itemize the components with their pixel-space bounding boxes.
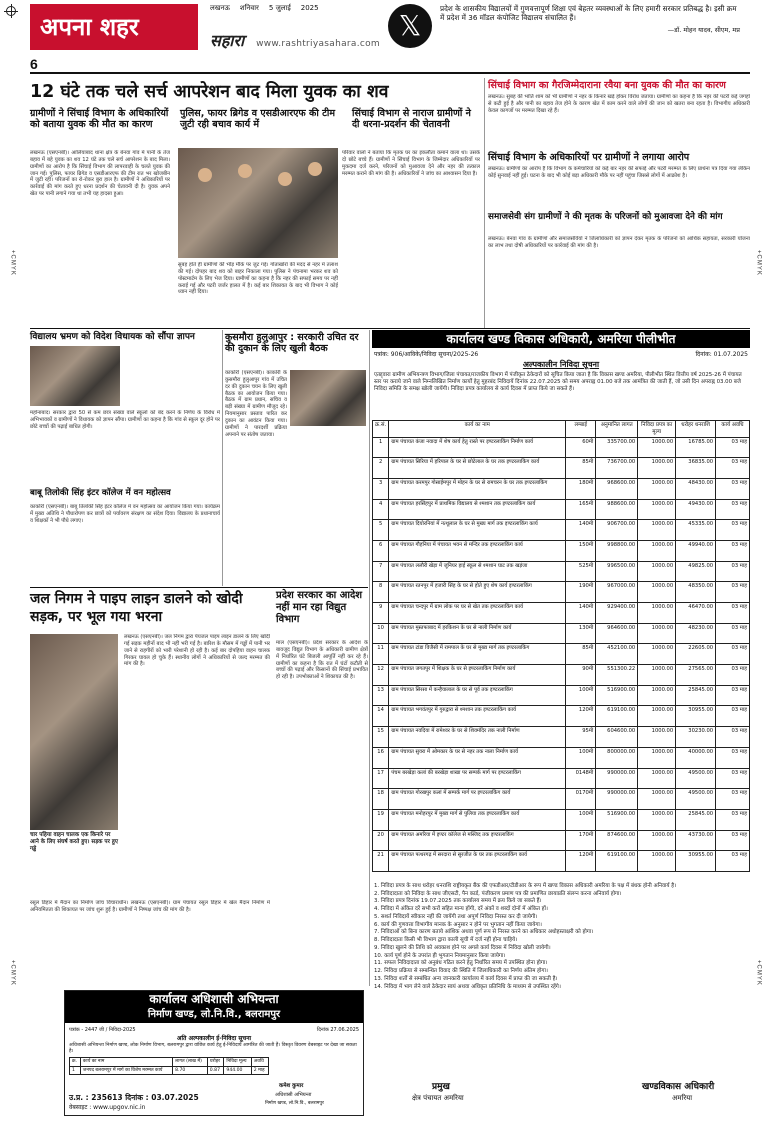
pwd-ad-column-header: धरोहर (207, 1058, 224, 1067)
table-cell: 140मी (566, 603, 596, 624)
table-cell: 45335.00 (676, 520, 716, 541)
pwd-ad-column-header: लागत (लाख में) (173, 1058, 208, 1067)
table-cell: 1000.00 (638, 768, 676, 789)
table-cell: ग्राम पंचायत नवदिया में रामेश्वर के घर से शिवमंदिर तक नाली निर्माण (389, 727, 566, 748)
table-cell: 03 माह (716, 437, 750, 458)
table-cell: ग्राम पंचायत भगवंतपुर में गुरुद्वारा से श्मशान तक इण्टरलाकिंग कार्य (389, 706, 566, 727)
table-cell: 03 माह (716, 478, 750, 499)
table-cell: 03 माह (716, 747, 750, 768)
table-cell: 1000.00 (638, 706, 676, 727)
table-cell: 619100.00 (596, 851, 638, 872)
table-cell: 25845.00 (676, 809, 716, 830)
table-cell: ग्राम पंचायत चन्दपुर में ग्राम लोक पर घर से खेत तक इण्टरलाकिंग कार्य (389, 603, 566, 624)
table-cell: 03 माह (716, 851, 750, 872)
table-cell: 1000.00 (638, 520, 676, 541)
table-cell: 03 माह (716, 727, 750, 748)
table-cell: 190मी (566, 582, 596, 603)
table-cell: 36835.00 (676, 458, 716, 479)
table-cell: 1000.00 (638, 644, 676, 665)
table-cell: 170मी (566, 830, 596, 851)
table-cell: 03 माह (716, 520, 750, 541)
table-cell: पंचम बरखेड़ा कलां की बरखेड़ा शाखा पर सम्पर्क मार्ग पर इण्टरलाकिंग (389, 768, 566, 789)
table-cell: 0148मी (566, 768, 596, 789)
table-cell: 1000.00 (638, 747, 676, 768)
dateline-year: 2025 (300, 4, 319, 12)
table-row (373, 727, 750, 748)
table-cell: 990000.00 (596, 768, 638, 789)
right-headline-2: सिंचाई विभाग के अधिकारियों पर ग्रामीणों ने लगाया आरोप (488, 152, 690, 163)
right-body-3: लखनऊ। बेनवा गांव के ग्रामीणों और समाजसेवियों ने जिलाधिकारी को ज्ञापन देकर मृतक के परिजनों को आर्थिक सहायता, सरकारी योजना का लाभ तथा दोषी अधिकारियों पर कार्रवाई की मांग की है। (488, 236, 750, 249)
jal-headline: जल निगम ने पाइप लाइन डालने को खोदी सड़क, पर भूल गया भरना (30, 591, 243, 625)
kusumhra-photo (290, 370, 366, 426)
table-row (373, 789, 750, 810)
pwd-ad-header (65, 991, 363, 1023)
table-cell: 03 माह (716, 809, 750, 830)
pwd-ad-column-header: कार्य का नाम (80, 1058, 172, 1067)
table-cell: 100मी (566, 685, 596, 706)
table-cell: 25845.00 (676, 685, 716, 706)
table-cell: ग्राम पंचायत हरसिंहपुर में प्राथमिक विद्यालय से श्मशान तक इण्टरलाकिंग कार्य (389, 499, 566, 520)
table-cell: 03 माह (716, 603, 750, 624)
section-brand: अपना शहर (30, 4, 198, 50)
table-row (373, 768, 750, 789)
table-row (373, 706, 750, 727)
x-logo-icon: 𝕏 (388, 4, 432, 48)
pwd-ad-date: दिनांक 27.06.2025 (316, 1027, 359, 1033)
table-cell: 1000.00 (638, 789, 676, 810)
paper-logo: सहारा (210, 30, 245, 50)
table-row (373, 747, 750, 768)
tender-condition: 10. कार्य पूर्ण होने के उपरांत ही भुगतान नियमानुसार किया जायेगा। (374, 952, 506, 959)
table-cell: 929400.00 (596, 603, 638, 624)
table-cell: ग्राम पंचायत करमपुर गोसाईमपुर में मोहन के घर से रामचरन के घर तक इण्टरलाकिंग (389, 478, 566, 499)
table-cell: 20 (373, 830, 389, 851)
table-cell: 49500.00 (676, 789, 716, 810)
table-cell: 40000.00 (676, 747, 716, 768)
table-cell: 49825.00 (676, 561, 716, 582)
table-cell: 8 (373, 582, 389, 603)
table-row (373, 437, 750, 458)
table-cell: 1000.00 (638, 458, 676, 479)
table-cell: 180मी (566, 478, 596, 499)
table-cell: 0.87 (207, 1066, 224, 1075)
tender-column-header: कार्य का नाम (389, 421, 566, 438)
table-cell: 1000.00 (638, 499, 676, 520)
table-cell: 874600.00 (596, 830, 638, 851)
table-cell: 0170मी (566, 789, 596, 810)
tender-condition: 11. सफल निविदादाता को अनुबंध गठित करने हेतु निर्धारित समय में उपस्थित होना होगा। (374, 960, 548, 967)
table-cell: 516900.00 (596, 685, 638, 706)
table-cell: 03 माह (716, 706, 750, 727)
table-cell: 4 (373, 499, 389, 520)
table-cell: 03 माह (716, 830, 750, 851)
table-cell: 1000.00 (638, 665, 676, 686)
section-rule (30, 328, 750, 329)
table-cell: 619100.00 (596, 706, 638, 727)
vidhayak-photo (30, 346, 120, 406)
table-cell: ग्राम पंचायत गोरखपुर कलां में सम्पर्क मार्ग पर इण्टरलाकिंग कार्य (389, 789, 566, 810)
table-cell: 85मी (566, 458, 596, 479)
table-row (373, 603, 750, 624)
table-cell: 120मी (566, 706, 596, 727)
table-cell: 16 (373, 747, 389, 768)
sign-right-2: अमरिया (672, 1094, 693, 1102)
cmyk-mark: +CMYK (9, 250, 16, 276)
table-cell: ग्राम पंचायत दियोरनियां में नत्थूलाल के घर से मुख्य मार्ग तक इण्टरलाकिंग कार्य (389, 520, 566, 541)
column-divider (484, 78, 485, 328)
table-cell: 03 माह (716, 623, 750, 644)
table-cell: 100मी (566, 809, 596, 830)
table-cell: 03 माह (716, 561, 750, 582)
table-cell: 49940.00 (676, 540, 716, 561)
masthead-rule (30, 72, 750, 74)
table-cell: 48430.00 (676, 478, 716, 499)
pwd-ad-subtitle: अति अल्पकालीन ई-निविदा सूचना (176, 1035, 252, 1042)
table-cell: 525मी (566, 561, 596, 582)
pwd-ad-footer: उ.प्र. : 235613 दिनांक : 03.07.2025 (69, 1093, 199, 1102)
table-cell: 43730.00 (676, 830, 716, 851)
tender-table-header (373, 421, 750, 438)
table-cell: 967000.00 (596, 582, 638, 603)
table-row (373, 582, 750, 603)
table-cell: 03 माह (716, 540, 750, 561)
tender-column-header: लम्बाई (566, 421, 596, 438)
vidhayak-headline: विद्यालय भ्रमण को विदेश विधायक को सौंपा ज्ञापन (30, 332, 195, 342)
table-cell: 16785.00 (676, 437, 716, 458)
table-cell: ग्राम पंचायत सिरसा में कन्हैयालाल के घर से पूर्व तक इण्टरलाकिंग (389, 685, 566, 706)
table-cell: 3 (373, 478, 389, 499)
table-cell: 100मी (566, 747, 596, 768)
tender-condition: 5. सशर्त निविदायें स्वीकार नहीं की जायेंगी तथा अपूर्ण निविदा निरस्त कर दी जायेगी। (374, 913, 538, 920)
table-cell: 1000.00 (638, 582, 676, 603)
table-row (373, 665, 750, 686)
pradesh-headline: प्रदेश सरकार का आदेश नहीं मान रहा विद्युत विभाग (276, 590, 363, 625)
table-cell: 1000.00 (638, 685, 676, 706)
table-cell: ग्राम पंचायत कंजा नवादा में शेष कार्य हेतु रास्ते पर इण्टरलाकिंग निर्माण कार्य (389, 437, 566, 458)
table-cell: 10 (373, 623, 389, 644)
section-rule (30, 587, 368, 588)
tender-notice (372, 330, 750, 1110)
table-cell: 1000.00 (638, 540, 676, 561)
main-body-3: परिवार वालों ने बताया कि मृतक घर का इकलौता कमाने वाला था। उसके दो छोटे बच्चे हैं। ग्रामीणों ने सिंचाई विभाग के जिम्मेदार अधिकारियों पर मुकदमा दर्ज करने, परिजनों को मुआवजा देने और नहर की तत्काल मरम्मत कराने की मांग की है। अधिकारियों ने जांच का आश्वासन दिया है। (342, 150, 480, 177)
table-cell: 1000.00 (638, 561, 676, 582)
tender-column-header: निविदा प्रपत्र का मूल्य (638, 421, 676, 438)
table-cell: 998800.00 (596, 540, 638, 561)
tender-table (372, 420, 750, 872)
pwd-ad-column-header: अवधि (251, 1058, 268, 1067)
table-cell: 48230.00 (676, 623, 716, 644)
table-cell: 03 माह (716, 665, 750, 686)
table-row (373, 520, 750, 541)
dateline-city: लखनऊ (210, 4, 230, 12)
pwd-ad-column-header: निविदा मूल्य (224, 1058, 251, 1067)
tender-condition: 7. निविदाओं को बिना कारण बताये आंशिक अथवा पूर्ण रूप से निरस्त करने का अधिकार अधोहस्ताक्षरी को होगा। (374, 929, 594, 936)
table-cell: 140मी (566, 520, 596, 541)
cmyk-mark: +CMYK (9, 960, 16, 986)
pwd-ad-table-row (70, 1066, 269, 1075)
table-cell: 46470.00 (676, 603, 716, 624)
rasool-body: रसूल डिहार में मैदान का निर्माण जांच विचाराधीन। लखनऊ (एसएनबी)। ग्राम पंचायत रसूल डिहार में खेल मैदान निर्माण में अनियमितता की शिकायत पर जांच शुरू हुई है। ग्रामीणों ने निष्पक्ष जांच की मांग की है। (30, 900, 270, 913)
pwd-ad-table (69, 1057, 269, 1075)
table-cell: ग्राम पंचायत मुस्तफाबाद में हरकिशन के घर से नाली निर्माण कार्य (389, 623, 566, 644)
table-cell: 1000.00 (638, 478, 676, 499)
table-cell: 03 माह (716, 789, 750, 810)
tender-condition: 13. निविदा शर्तों से सम्बंधित अन्य जानकारी कार्यालय में कार्य दिवस में प्राप्त की जा सकती है। (374, 975, 558, 982)
table-cell: 906700.00 (596, 520, 638, 541)
tender-condition: 1. निविदा प्रपत्र के साथ धरोहर धनराशि राष्ट्रीयकृत बैंक की एफडीआर/टीडीआर के रूप में खण्ड विकास अधिकारी अमरिया के पक्ष में बंधक होनी अनिवार्य है। (374, 883, 677, 889)
table-cell: ग्राम पंचायत रतनपुर में हजारी सिंह के घर से होते हुए शेष कार्य इण्टरलाकिंग (389, 582, 566, 603)
table-cell: 03 माह (716, 499, 750, 520)
tender-ref: पत्रांक: 906/आविके/निविदा सूचना/2025-26 (374, 351, 479, 358)
table-cell: 1000.00 (638, 830, 676, 851)
tender-date: दिनांक: 01.07.2025 (695, 351, 748, 358)
tender-intro: एतद्द्वारा ग्रामीण अभियन्त्रण विभाग/जिला पंचायत/राजकीय विभाग में पंजीकृत ठेकेदारों को सूचित किया जाता है कि विकास खण्ड अमरिया, पीलीभीत स्थित वित्तीय वर्ष 2025-26 में पंचायत स्तर पर कराये जाने वाले निम्नलिखित निर्माण कार्यों हेतु मुहरबंद निविदायें दिनांक 22.07.2025 को समय अपराह्न 01.00 बजे तक आमंत्रित की जाती हैं, जो उसी दिन अपराह्न 03.00 बजे निविदा समिति के समक्ष खोली जायेंगी। निविदा प्रपत्र कार्यालय से कार्य दिवस में प्राप्त किये जा सकते हैं। (374, 372, 742, 393)
table-row (373, 851, 750, 872)
vidhayak-body: महोनाबाद। सरकार द्वारा 50 से कम छात्र संख्या वाले स्कूलों को बंद करने के निर्णय के विरोध में अभिभावकों व ग्रामीणों ने विधायक को ज्ञापन सौंपा। ग्रामीणों का कहना है कि गांव से स्कूल दूर होने पर छोटे बच्चों की पढ़ाई बाधित होगी। (30, 410, 220, 430)
page-number: 6 (30, 56, 38, 72)
babu-headline: बाबू तिलोकी सिंह इंटर कॉलेज में वन महोत्सव (30, 488, 171, 498)
main-headline: 12 घंटे तक चले सर्च आपरेशन बाद मिला युवक का शव (30, 82, 389, 102)
table-cell: 2 माह (251, 1066, 268, 1075)
table-cell: ग्राम पंचायत अमरिया में इण्टर कॉलेज से मस्जिद तक इण्टरलाकिंग (389, 830, 566, 851)
table-cell: 944.00 (224, 1066, 251, 1075)
table-row (373, 830, 750, 851)
table-row (373, 458, 750, 479)
table-cell: ग्राम पंचायत जगतपुर में शिक्षक के घर से इण्टरलाकिंग निर्माण कार्य (389, 665, 566, 686)
table-cell: 30955.00 (676, 851, 716, 872)
table-cell: 335700.00 (596, 437, 638, 458)
pwd-ad-table-header (70, 1058, 269, 1067)
table-cell: 1000.00 (638, 603, 676, 624)
table-cell: ग्राम पंचायत सिरिया में हरिपाल के घर से छोटेलाल के घर तक इण्टरलाकिंग कार्य (389, 458, 566, 479)
pwd-ad-sign: कमेश कुमार (279, 1083, 304, 1089)
table-cell: 800000.00 (596, 747, 638, 768)
table-row (373, 685, 750, 706)
pwd-ad-sign-2: अधिशासी अभियन्ता (275, 1092, 312, 1098)
table-cell: 516900.00 (596, 809, 638, 830)
table-cell: 604600.00 (596, 727, 638, 748)
table-cell: 2 (373, 458, 389, 479)
table-cell: 551300.22 (596, 665, 638, 686)
table-cell: ग्राम पंचायत ललौरी खेड़ा में जूनियर हाई स्कूल से श्मशान घाट तक खड़ंजा (389, 561, 566, 582)
table-cell: जनपद बलरामपुर में मार्ग का विशेष मरम्मत कार्य (80, 1066, 172, 1075)
table-cell: 12 (373, 665, 389, 686)
table-cell: 1000.00 (638, 437, 676, 458)
table-cell: 968600.00 (596, 478, 638, 499)
tender-condition: 9. निविदा खुलने की तिथि को अवकाश होने पर अगले कार्य दिवस में निविदा खोली जायेगी। (374, 944, 551, 951)
quote-attribution: —डॉ. मोहन यादव, सीएम, मप्र (667, 25, 740, 34)
tender-subtitle: अल्पकालीन निविदा सूचना (522, 360, 600, 369)
table-cell: 1 (70, 1066, 81, 1075)
table-cell: 49430.00 (676, 499, 716, 520)
main-body-2: सुबह होते ही ग्रामीणों की भीड़ मौके पर जुट गई। गोताखोरों की मदद से नहर में तलाश की गई। दोपहर बाद शव को बाहर निकाला गया। पुलिस ने पंचनामा भरकर शव को पोस्टमार्टम के लिए भेज दिया। ग्रामीणों का कहना है कि नहर की सफाई समय पर नहीं कराई गई और पटरी जर्जर हालत में है। कई बार शिकायत के बाद भी विभाग ने कोई ध्यान नहीं दिया। (178, 262, 338, 296)
table-row (373, 623, 750, 644)
table-cell: 03 माह (716, 582, 750, 603)
sign-right: खण्डविकास अधिकारी (642, 1082, 715, 1092)
pwd-ad-title-2: निर्माण खण्ड, लो.नि.वि., बलरामपुर (147, 1009, 281, 1020)
table-cell: 14 (373, 706, 389, 727)
tender-condition: 4. निविदा में अंकित दरें सभी करों सहित मान्य होंगी, दरें अंकों व शब्दों दोनों में अंकित हों। (374, 906, 548, 913)
pwd-ad (64, 990, 364, 1116)
table-cell: 130मी (566, 623, 596, 644)
table-cell: ग्राम पंचायत गौहनिया में पंचायत भवन से मन्दिर तक इण्टरलाकिंग कार्य (389, 540, 566, 561)
pwd-ad-column-header: क्र. (70, 1058, 81, 1067)
table-cell: 964600.00 (596, 623, 638, 644)
tender-condition: 2. निविदादाता को निविदा के साथ जीएसटी, पैन कार्ड, पंजीकरण प्रमाण पत्र की प्रमाणित छायाप्रति संलग्न करना अनिवार्य होगा। (374, 890, 622, 897)
table-cell: 1000.00 (638, 623, 676, 644)
right-body: लखनऊ। सुबह की भांति शाम को भी ग्रामीणों ने नहर के किनारे खड़े होकर विरोध जताया। ग्रामीणों का कहना है कि नहर की पटरी कई जगहों से कटी हुई है और पानी का बहाव तेज होने के कारण खेत में काम करने वाले लोगों की जान को खतरा बना रहता है। विभागीय अधिकारी केवल कागजों पर मरम्मत दिखा रहे हैं। (488, 94, 750, 114)
jal-caption: चार पहिया वाहन चालक एक किनारे पर आने के लिए संघर्ष करते हुए। सड़क पर हुए गड्ढे (30, 832, 118, 852)
table-cell: ग्राम पंचायत टांडा विजैसी में रामपाल के घर से मुख्य मार्ग तक इण्टरलाकिंग (389, 644, 566, 665)
website-url[interactable]: www.rashtriyasahara.com (256, 38, 380, 49)
right-headline: सिंचाई विभाग का गैरजिम्मेदाराना रवैया बना युवक की मौत का कारण (488, 80, 726, 91)
table-cell: 27565.00 (676, 665, 716, 686)
table-row (373, 478, 750, 499)
table-cell: 1 (373, 437, 389, 458)
pradesh-body: माल (एसएनबी)। प्रदेश सरकार के आदेश के बावजूद विद्युत विभाग के अधिकारी ग्रामीण क्षेत्रों में निर्धारित घंटे बिजली आपूर्ति नहीं कर रहे हैं। ग्रामीणों का कहना है कि रात में घंटों कटौती से बच्चों की पढ़ाई और किसानों की सिंचाई प्रभावित हो रही है। उपभोक्ताओं ने शिकायत की है। (276, 640, 368, 681)
kusumhra-body: काकोरी (एसएनबी)। काकोरी के कुसमौरा हुलुआपुर गांव में उचित दर की दुकान चयन के लिए खुली बैठक का आयोजन किया गया। बैठक में ग्राम प्रधान, सचिव व बड़ी संख्या में ग्रामीण मौजूद रहे। नियमानुसार प्रस्ताव पारित कर दुकान का आवंटन किया गया। ग्रामीणों ने पारदर्शी प्रक्रिया अपनाने पर संतोष जताया। (225, 370, 287, 438)
table-cell: 17 (373, 768, 389, 789)
tender-column-header: कार्य अवधि (716, 421, 750, 438)
table-cell: 22605.00 (676, 644, 716, 665)
tender-table-body (373, 437, 750, 871)
table-row (373, 644, 750, 665)
table-cell: 18 (373, 789, 389, 810)
table-cell: 1000.00 (638, 727, 676, 748)
pwd-ad-ref: पत्रांक - 2447 जी / निविदा-2025 (69, 1027, 136, 1033)
pwd-ad-body: अधिशासी अभियन्ता निर्माण खण्ड, लोक निर्माण विभाग, बलरामपुर द्वारा वांछित कार्य हेतु ई-निविदायें आमंत्रित की जाती हैं। विस्तृत विवरण वेबसाइट पर देखा जा सकता है। (69, 1043, 357, 1055)
table-cell: ग्राम पंचायत मनोहरपुर में मुख्य मार्ग से पुलिया तक इण्टरलाकिंग कार्य (389, 809, 566, 830)
babu-body: काकोरी (एसएनबी)। बाबू तिलोकी सिंह इंटर कॉलेज में वन महोत्सव का आयोजन किया गया। कार्यक्रम में मुख्य अतिथि ने पौधारोपण कर छात्रों को पर्यावरण संरक्षण का संदेश दिया। विद्यालय के प्रधानाचार्य व शिक्षकों ने भी पौधे लगाए। (30, 504, 220, 524)
tender-condition: 12. निविदा प्रक्रिया से सम्बन्धित विवाद की स्थिति में जिलाधिकारी का निर्णय अंतिम होगा। (374, 968, 548, 975)
tender-column-header: अनुमानित लागत (596, 421, 638, 438)
tender-conditions (374, 883, 748, 991)
table-cell: 03 माह (716, 768, 750, 789)
table-row (373, 561, 750, 582)
tender-condition: 14. निविदा में भाग लेने वाले ठेकेदार स्वयं अथवा अधिकृत प्रतिनिधि के माध्यम से उपस्थित रहेंगे। (374, 983, 561, 990)
table-cell: 150मी (566, 540, 596, 561)
table-cell: 49500.00 (676, 768, 716, 789)
table-cell: 9 (373, 603, 389, 624)
table-cell: 90मी (566, 665, 596, 686)
table-cell: 48350.00 (676, 582, 716, 603)
table-cell: 1000.00 (638, 809, 676, 830)
jal-photo (30, 634, 118, 830)
jal-body: लखनऊ (एसएनबी)। जल निगम द्वारा पेयजल पाइप लाइन डालने के लिए खोदी गई सड़क महीनों बाद भी नहीं भरी गई है। बारिश के मौसम में गड्ढों में पानी भर जाने से राहगीरों को भारी परेशानी हो रही है। कई बार दोपहिया वाहन चालक गिरकर घायल हो चुके हैं। स्थानीय लोगों ने अधिकारियों से जल्द मरम्मत की मांग की है। (124, 634, 270, 668)
tender-column-header: धरोहर धनराशि (676, 421, 716, 438)
table-cell: ग्राम पंचायत सुवरा में ओमकार के घर से नहर तक नाला निर्माण कार्य (389, 747, 566, 768)
pwd-ad-title: कार्यालय अधिशासी अभियन्ता (149, 992, 279, 1006)
tender-column-header: क्र.सं. (373, 421, 389, 438)
table-cell: ग्राम पंचायत पत्थरगढ़ में सरदारा से सुरजीत के घर तक इण्टरलाकिंग कार्य (389, 851, 566, 872)
cmyk-mark: +CMYK (755, 250, 762, 276)
table-row (373, 809, 750, 830)
table-cell: 996500.00 (596, 561, 638, 582)
main-body-1: लखनऊ (एसएनबी)। आलियाबाद थाना क्षेत्र के बेनवा गांव में पानी के तेज बहाव में बहे युवक का शव 12 घंटे तक चले सर्च आपरेशन के बाद मिला। ग्रामीणों का आरोप है कि सिंचाई विभाग की लापरवाही के चलते युवक की जान गई। पुलिस, फायर ब्रिगेड व एसडीआरएफ की टीम रात भर खोजबीन में जुटी रही। परिजनों का रो-रोकर बुरा हाल है। ग्रामीणों ने अधिकारियों पर कार्रवाई की मांग करते हुए धरना प्रदर्शन की चेतावनी दी है। युवक अपने खेत पर पानी लगाने गया था तभी यह हादसा हुआ। (30, 150, 170, 198)
table-cell: 988600.00 (596, 499, 638, 520)
table-cell: 165मी (566, 499, 596, 520)
tender-condition: 3. निविदा प्रपत्र दिनांक 19.07.2025 तक कार्यालय समय में क्रय किये जा सकते हैं। (374, 898, 542, 905)
column-divider (222, 330, 223, 586)
dateline-date: 5 जुलाई (268, 4, 291, 12)
sign-left-2: क्षेत्र पंचायत अमरिया (412, 1094, 464, 1102)
tender-title: कार्यालय खण्ड विकास अधिकारी, अमरिया पीलीभीत (372, 330, 750, 348)
table-cell: 736700.00 (596, 458, 638, 479)
tender-condition: 8. निविदादाता किसी भी विभाग द्वारा काली सूची में दर्ज नहीं होना चाहिये। (374, 937, 518, 944)
table-cell: 7 (373, 561, 389, 582)
quote-text: प्रदेश के शासकीय विद्यालयों में गुणवत्तापूर्ण शिक्षा एवं बेहतर व्यवस्थाओं के लिए हमारी सरकार प्रतिबद्ध है। इसी क्रम में प्रदेश में 36 मॉडल कंपोजिट विद्यालय संचालित हैं। (440, 4, 737, 23)
table-cell: 03 माह (716, 458, 750, 479)
right-body-2: लखनऊ। ग्रामीणों का आरोप है कि विभाग के कर्मचारियों को कई बार नहर की सफाई और पटरी मरम्मत के लिए प्रार्थना पत्र दिया गया लेकिन कोई सुनवाई नहीं हुई। घटना के बाद भी कोई बड़ा अधिकारी मौके पर नहीं पहुंचा जिससे लोगों में आक्रोश है। (488, 166, 750, 179)
table-cell: 13 (373, 685, 389, 706)
table-cell: 19 (373, 809, 389, 830)
table-cell: 30230.00 (676, 727, 716, 748)
right-headline-3: समाजसेवी संग ग्रामीणों ने की मृतक के परिजनों को मुआवजा देने की मांग (488, 212, 723, 222)
table-cell: 85मी (566, 644, 596, 665)
pwd-ad-sign-3: निर्माण खण्ड, लो.नि.वि., बलरामपुर (265, 1101, 324, 1106)
table-cell: 30955.00 (676, 706, 716, 727)
table-cell: 60मी (566, 437, 596, 458)
table-cell: 6 (373, 540, 389, 561)
main-photo (178, 148, 338, 258)
table-cell: 95मी (566, 727, 596, 748)
masthead-left (0, 0, 198, 74)
sign-left: प्रमुख (432, 1082, 450, 1092)
table-cell: 03 माह (716, 685, 750, 706)
main-subhead-1: ग्रामीणों ने सिंचाई विभाग के अधिकारियों को बताया युवक की मौत का कारण (30, 108, 169, 131)
main-subhead-2: पुलिस, फायर ब्रिगेड व एसडीआरएफ की टीम जुटी रही बचाव कार्य में (180, 108, 336, 131)
table-cell: 5 (373, 520, 389, 541)
table-row (373, 540, 750, 561)
table-cell: 990000.00 (596, 789, 638, 810)
pwd-ad-website[interactable]: वेबसाइट : www.upgov.nic.in (69, 1104, 146, 1111)
table-cell: 11 (373, 644, 389, 665)
dateline-day: शनिवार (239, 4, 259, 12)
quote-box (440, 4, 740, 70)
table-cell: 8.70 (173, 1066, 208, 1075)
table-cell: 03 माह (716, 644, 750, 665)
cmyk-mark: +CMYK (755, 960, 762, 986)
table-cell: 15 (373, 727, 389, 748)
table-cell: 1000.00 (638, 851, 676, 872)
table-row (373, 499, 750, 520)
table-cell: 452100.00 (596, 644, 638, 665)
column-divider (369, 330, 370, 986)
table-cell: 21 (373, 851, 389, 872)
tender-condition: 6. कार्य की गुणवत्ता विभागीय मानक के अनुसार न होने पर भुगतान नहीं किया जायेगा। (374, 921, 542, 928)
table-cell: 120मी (566, 851, 596, 872)
main-subhead-3: सिंचाई विभाग से नाराज ग्रामीणों ने दी धरना-प्रदर्शन की चेतावनी (352, 108, 471, 131)
kusumhra-headline: कुसमौरा हुलुआपुर : सरकारी उचित दर की दुकान के लिए खुली बैठक (225, 332, 359, 355)
